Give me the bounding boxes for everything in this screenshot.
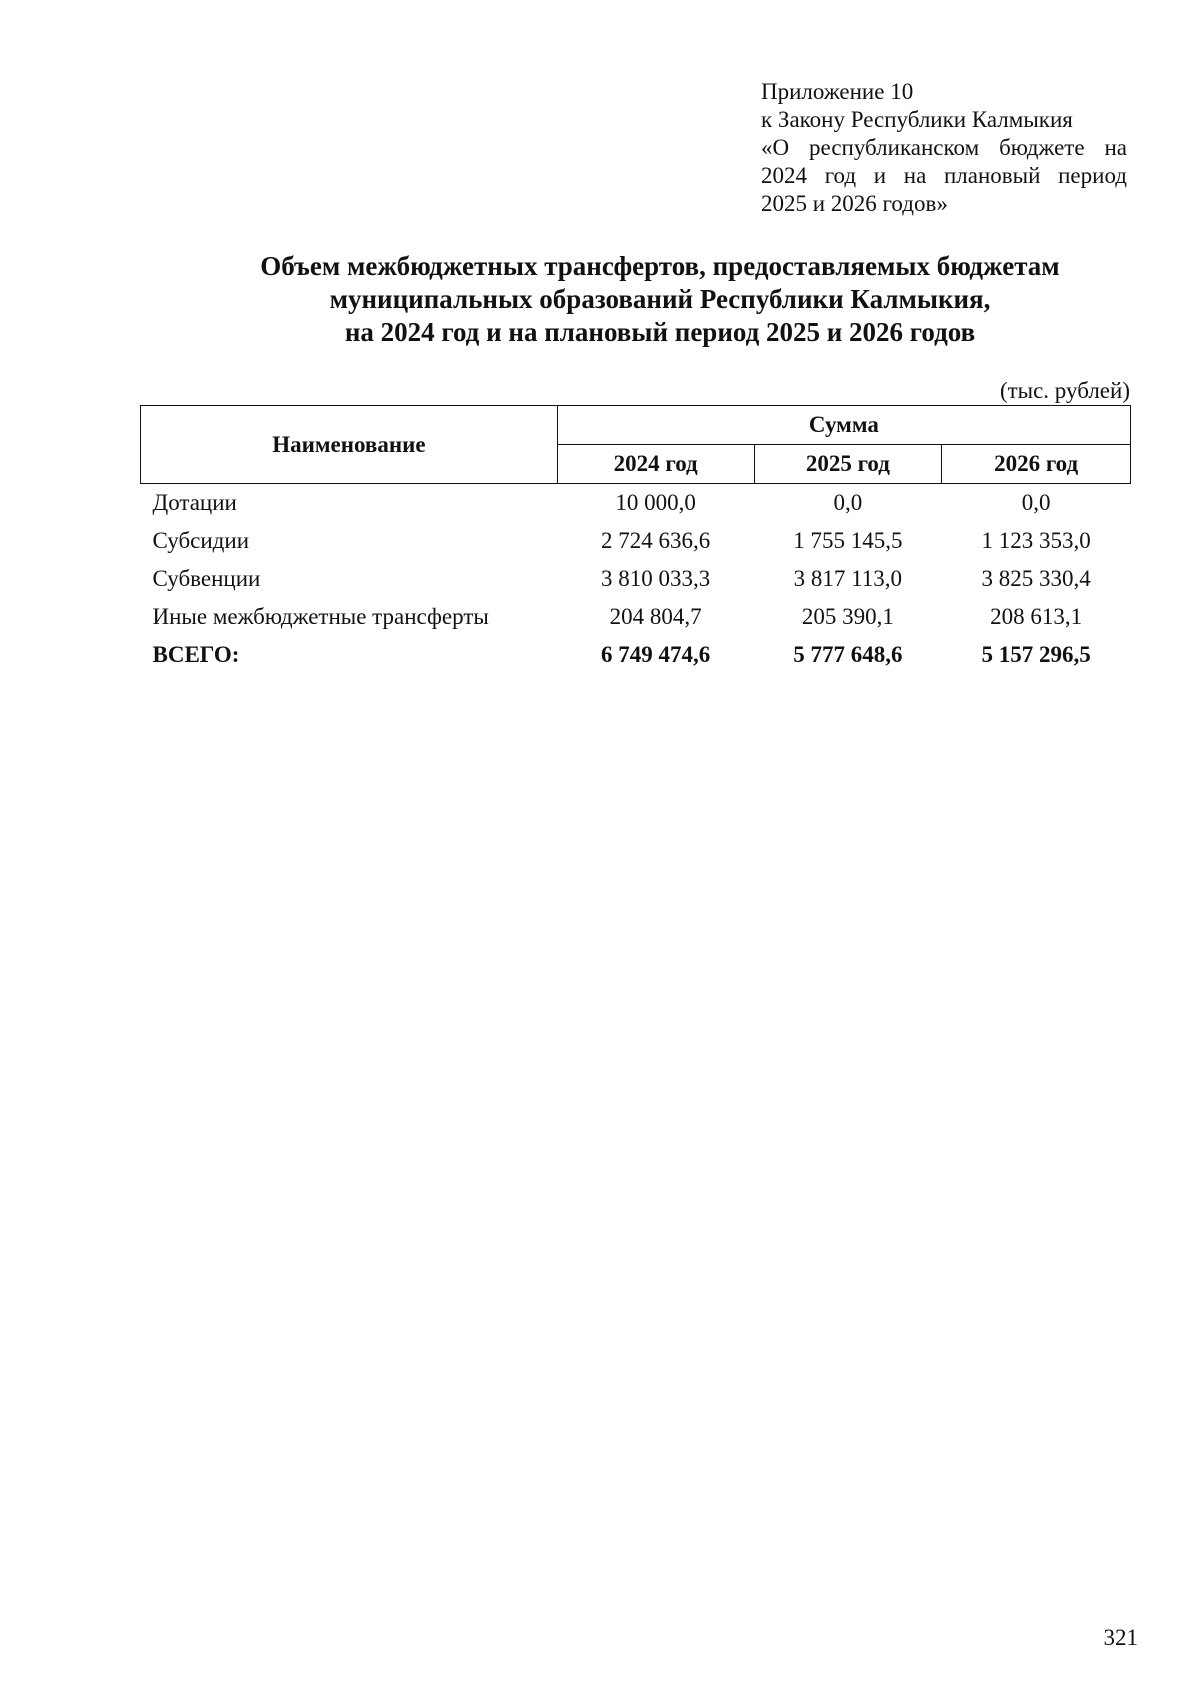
row-value-2024: 10 000,0: [615, 490, 696, 515]
title-line: Объем межбюджетных трансфертов, предоставляемых бюджетам: [260, 251, 1060, 281]
appendix-line: 2025 и 2026 годов»: [761, 191, 948, 216]
appendix-line: Приложение 10: [761, 79, 914, 104]
total-value-2026: 5 157 296,5: [981, 642, 1091, 667]
total-label: ВСЕГО:: [152, 642, 240, 667]
document-title: [160, 250, 1160, 349]
row-value-2025: 205 390,1: [801, 604, 894, 629]
total-value-2025: 5 777 648,6: [793, 642, 903, 667]
table-row: [141, 560, 1131, 598]
row-value-2026: 208 613,1: [990, 604, 1083, 629]
appendix-note: [761, 78, 1127, 218]
transfers-table: [140, 405, 1131, 674]
row-value-2026: 3 825 330,4: [981, 566, 1091, 591]
row-value-2026: 1 123 353,0: [981, 528, 1091, 553]
table-row: [141, 522, 1131, 560]
units-label: (тыс. рублей): [999, 378, 1130, 403]
table-row: [141, 598, 1131, 636]
total-row: [141, 636, 1131, 674]
header-year-2026: 2026 год: [942, 445, 1131, 484]
appendix-line: «О республиканском бюджете на: [761, 135, 1127, 160]
total-value-2024: 6 749 474,6: [601, 642, 711, 667]
row-value-2025: 1 755 145,5: [793, 528, 903, 553]
header-year-2025: 2025 год: [754, 445, 942, 484]
row-name: Субвенции: [152, 566, 261, 591]
row-value-2024: 204 804,7: [609, 604, 702, 629]
row-value-2025: 0,0: [833, 490, 863, 515]
appendix-line: 2024 год и на плановый период: [761, 163, 1127, 188]
row-name: Дотации: [152, 490, 237, 515]
row-value-2024: 2 724 636,6: [601, 528, 711, 553]
appendix-line: к Закону Республики Калмыкия: [761, 107, 1073, 132]
row-value-2025: 3 817 113,0: [793, 566, 903, 591]
row-value-2026: 0,0: [1021, 490, 1051, 515]
title-line: муниципальных образований Республики Калмыкия,: [329, 284, 991, 314]
header-year-2024: 2024 год: [557, 445, 754, 484]
row-name: Иные межбюджетные трансферты: [152, 604, 489, 629]
header-name: Наименование: [141, 406, 558, 484]
header-sum: Сумма: [557, 406, 1130, 445]
row-value-2024: 3 810 033,3: [601, 566, 711, 591]
table-row: [141, 484, 1131, 523]
row-name: Субсидии: [152, 528, 250, 553]
page-number: 321: [1103, 1625, 1138, 1650]
title-line: на 2024 год и на плановый период 2025 и 2026 годов: [344, 317, 976, 347]
